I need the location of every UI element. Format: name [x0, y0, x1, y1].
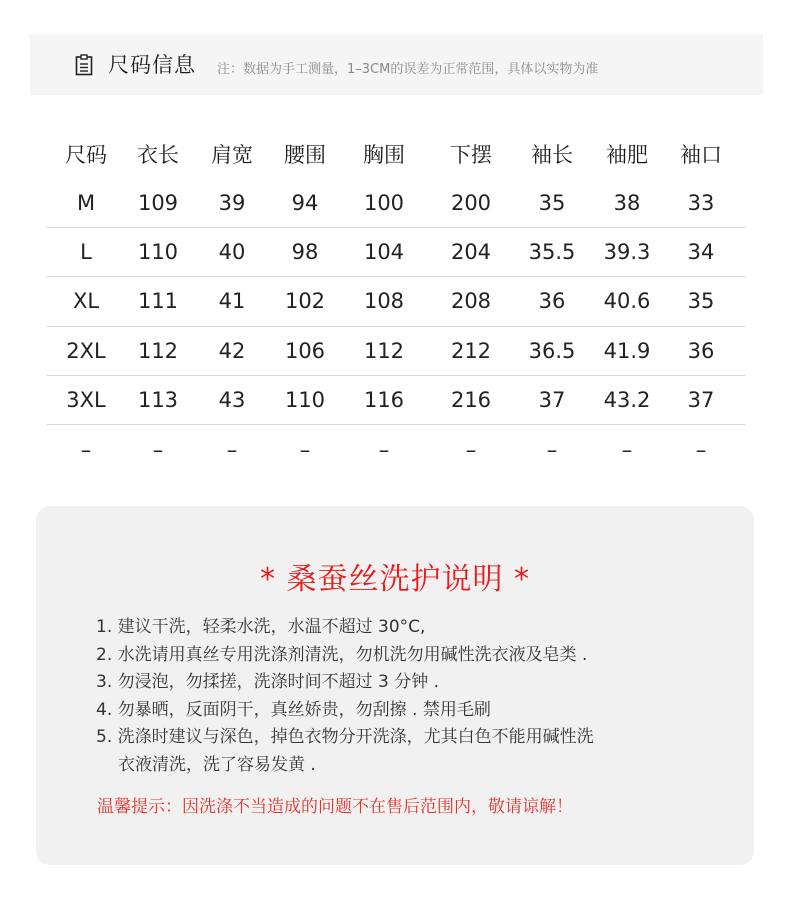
sleeve-width-cell: 41.9	[603, 338, 651, 363]
table-header-row	[46, 130, 746, 178]
column-header: 袖肥	[606, 143, 648, 168]
sleeve-width-cell: 40.6	[603, 289, 651, 314]
table-row	[46, 327, 746, 376]
care-list	[96, 614, 736, 779]
table-row	[46, 228, 746, 277]
shoulder-cell: 43	[218, 388, 246, 413]
care-item: 4. 勿暴晒，反面阴干，真丝娇贵，勿刮擦 . 禁用毛刷	[96, 699, 491, 720]
hem-cell: 200	[450, 190, 492, 215]
care-title: * 桑蚕丝洗护说明 *	[259, 562, 531, 597]
hem-cell: 204	[450, 239, 492, 264]
cuff-cell: 35	[687, 289, 715, 314]
column-header: 腰围	[284, 143, 326, 168]
placeholder-cell: –	[695, 437, 707, 462]
table-row	[46, 277, 746, 326]
sleeve-width-cell: 39.3	[603, 239, 651, 264]
column-header: 肩宽	[211, 143, 253, 168]
sleeve-width-cell: 43.2	[603, 388, 651, 413]
column-header: 袖长	[531, 143, 573, 168]
care-instructions-panel	[36, 506, 754, 865]
sleeve-width-cell: 38	[613, 190, 641, 215]
shoulder-cell: 41	[218, 289, 246, 314]
sleeve-length-cell: 35	[538, 190, 566, 215]
size-cell: 3XL	[66, 388, 106, 413]
size-cell: 2XL	[66, 338, 106, 363]
shoulder-cell: 39	[218, 190, 246, 215]
size-info-header	[30, 34, 763, 95]
sleeve-length-cell: 36.5	[528, 338, 576, 363]
hem-cell: 208	[450, 289, 492, 314]
size-table	[46, 130, 746, 474]
column-header: 袖口	[680, 143, 722, 168]
waist-cell: 102	[284, 289, 326, 314]
length-cell: 109	[137, 190, 179, 215]
size-cell: L	[80, 239, 92, 264]
placeholder-cell: –	[465, 437, 477, 462]
sleeve-length-cell: 37	[538, 388, 566, 413]
chest-cell: 100	[363, 190, 405, 215]
cuff-cell: 34	[687, 239, 715, 264]
care-item: 2. 水洗请用真丝专用洗涤剂清洗，勿机洗勿用碱性洗衣液及皂类 .	[96, 644, 588, 665]
waist-cell: 94	[291, 190, 319, 215]
cuff-cell: 33	[687, 190, 715, 215]
waist-cell: 98	[291, 239, 319, 264]
chest-cell: 108	[363, 289, 405, 314]
header-title: 尺码信息	[108, 53, 196, 77]
hem-cell: 212	[450, 338, 492, 363]
cuff-cell: 36	[687, 338, 715, 363]
column-header: 尺码	[65, 143, 107, 168]
placeholder-cell: –	[621, 437, 633, 462]
sleeve-length-cell: 35.5	[528, 239, 576, 264]
care-item-continuation: 衣液清洗，洗了容易发黄 .	[118, 754, 316, 775]
placeholder-cell: –	[226, 437, 238, 462]
length-cell: 110	[137, 239, 179, 264]
size-cell: M	[76, 190, 96, 215]
placeholder-cell: –	[378, 437, 390, 462]
table-row	[46, 178, 746, 227]
placeholder-cell: –	[299, 437, 311, 462]
chest-cell: 116	[363, 388, 405, 413]
placeholder-cell: –	[546, 437, 558, 462]
table-row	[46, 376, 746, 425]
hem-cell: 216	[450, 388, 492, 413]
column-header: 下摆	[450, 143, 492, 168]
warm-tip: 温馨提示：因洗涤不当造成的问题不在售后范围内，敬请谅解！	[97, 797, 573, 817]
care-item: 1. 建议干洗，轻柔水洗，水温不超过 30°C,	[96, 617, 426, 637]
column-header: 衣长	[137, 143, 179, 168]
size-cell: XL	[72, 289, 100, 314]
header-note: 注：数据为手工测量，1–3CM的误差为正常范围，具体以实物为准	[217, 62, 599, 77]
column-header: 胸围	[363, 143, 405, 168]
sleeve-length-cell: 36	[538, 289, 566, 314]
chest-cell: 104	[363, 239, 405, 264]
care-item: 5. 洗涤时建议与深色，掉色衣物分开洗涤，尤其白色不能用碱性洗	[96, 727, 594, 747]
length-cell: 111	[137, 289, 179, 314]
waist-cell: 110	[284, 388, 326, 413]
length-cell: 113	[137, 388, 179, 413]
table-row	[46, 425, 746, 473]
placeholder-cell: –	[152, 437, 164, 462]
clipboard-list-icon	[75, 54, 93, 76]
care-item: 3. 勿浸泡，勿揉搓，洗涤时间不超过 3 分钟 .	[96, 672, 440, 692]
shoulder-cell: 40	[218, 239, 246, 264]
cuff-cell: 37	[687, 388, 715, 413]
placeholder-cell: –	[80, 437, 92, 462]
waist-cell: 106	[284, 338, 326, 363]
shoulder-cell: 42	[218, 338, 246, 363]
length-cell: 112	[137, 338, 179, 363]
chest-cell: 112	[363, 338, 405, 363]
